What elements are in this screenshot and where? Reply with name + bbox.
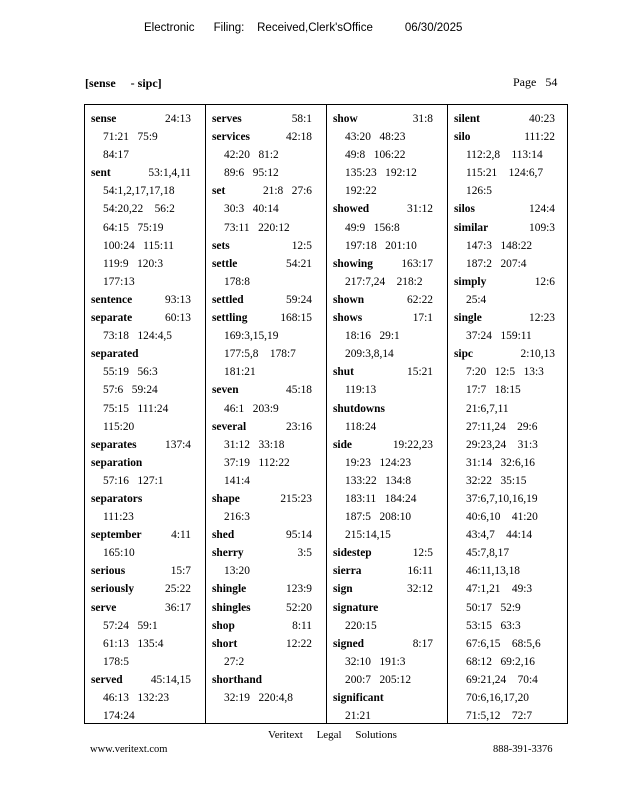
index-refs-continuation: 21:21: [345, 710, 371, 723]
index-term: side: [333, 438, 352, 451]
index-page-refs: 93:13: [165, 293, 191, 306]
index-page-refs: 111:22: [524, 131, 555, 144]
index-term: several: [212, 420, 247, 433]
index-entry: [454, 110, 569, 128]
index-term: separated: [91, 348, 139, 361]
index-refs-continuation: 71:21 75:9: [103, 131, 158, 144]
index-page-refs: 15:21: [407, 366, 433, 379]
index-term: served: [91, 673, 123, 686]
index-term: shows: [333, 312, 363, 325]
index-refs-continuation: 177:13: [103, 275, 135, 288]
index-entry: [91, 436, 205, 454]
index-term: silent: [454, 113, 480, 125]
index-term: sidestep: [333, 547, 372, 560]
index-page-refs: 12:23: [529, 312, 555, 325]
index-entry: [212, 381, 326, 399]
index-page-refs: 32:12: [407, 583, 433, 596]
index-term: separators: [91, 492, 143, 505]
index-refs-continuation: 47:1,21 49:3: [466, 583, 533, 596]
index-refs-continuation: 174:24: [103, 710, 135, 723]
index-refs-continuation: 55:19 56:3: [103, 366, 158, 379]
index-term: shingle: [212, 583, 247, 596]
index-refs-continuation: 49:8 106:22: [345, 149, 406, 162]
index-page-refs: 45:14,15: [150, 673, 191, 686]
index-term: settle: [212, 257, 238, 270]
index-entry: [91, 291, 205, 309]
index-entry: [91, 110, 205, 128]
index-refs-continuation: 13:20: [224, 565, 250, 578]
electronic-filing-stamp: Electronic Filing: Received,Clerk'sOffice 06/30/2025: [144, 22, 463, 34]
index-refs-continuation: 57:6 59:24: [103, 384, 158, 397]
index-column: [85, 105, 206, 723]
index-refs-continuation: 220:15: [345, 619, 377, 632]
index-refs-continuation: 37:6,7,10,16,19: [466, 492, 538, 505]
index-page-refs: 8:11: [292, 619, 312, 632]
index-entry: [212, 182, 326, 200]
index-refs-continuation: 177:5,8 178:7: [224, 348, 296, 361]
index-page-refs: 58:1: [291, 113, 312, 125]
index-refs-continuation: 53:15 63:3: [466, 619, 521, 632]
index-refs-continuation: 187:5 208:10: [345, 511, 412, 524]
index-refs-continuation: 181:21: [224, 366, 256, 379]
index-entry: [91, 164, 205, 182]
index-page-refs: 3:5: [297, 547, 312, 560]
index-entry: [212, 599, 326, 617]
index-term: seriously: [91, 583, 135, 596]
index-term: shape: [212, 492, 240, 505]
index-refs-continuation: 187:2 207:4: [466, 257, 527, 270]
index-term: separation: [91, 456, 143, 469]
index-page-refs: 60:13: [165, 312, 191, 325]
index-term: separates: [91, 438, 137, 451]
footer-phone: 888-391-3376: [493, 744, 553, 755]
index-refs-continuation: 147:3 148:22: [466, 239, 533, 252]
index-term: settling: [212, 312, 248, 325]
index-refs-continuation: 46:13 132:23: [103, 692, 170, 704]
index-entry: [91, 454, 205, 472]
index-entry: [91, 345, 205, 363]
index-refs-continuation: 71:5,12 72:7: [466, 710, 533, 723]
index-page-refs: 36:17: [165, 601, 191, 614]
index-term: shingles: [212, 601, 251, 614]
index-entry: [212, 580, 326, 598]
index-refs-continuation: 64:15 75:19: [103, 221, 164, 234]
index-refs-continuation: 209:3,8,14: [345, 348, 394, 361]
footer-company-name: Veritext Legal Solutions: [268, 729, 397, 741]
index-refs-continuation: 27:11,24 29:6: [466, 420, 538, 433]
index-page-refs: 12:22: [286, 637, 312, 650]
index-page-refs: 19:22,23: [392, 438, 433, 451]
index-page-refs: 24:13: [165, 113, 191, 125]
index-term: shop: [212, 619, 235, 632]
index-refs-continuation: 21:6,7,11: [466, 402, 509, 415]
index-term: similar: [454, 221, 489, 234]
index-page-refs: 215:23: [280, 492, 312, 505]
index-term: settled: [212, 293, 244, 306]
index-entry: [91, 671, 205, 689]
index-refs-continuation: 7:20 12:5 13:3: [466, 366, 544, 379]
index-term: shown: [333, 293, 365, 306]
index-refs-continuation: 73:11 220:12: [224, 221, 290, 234]
index-refs-continuation: 37:19 112:22: [224, 456, 290, 469]
index-term: serious: [91, 565, 126, 578]
index-page-refs: 2:10,13: [520, 348, 555, 361]
index-refs-continuation: 32:10 191:3: [345, 655, 406, 668]
index-refs-continuation: 133:22 134:8: [345, 474, 412, 487]
index-refs-continuation: 31:14 32:6,16: [466, 456, 535, 469]
index-refs-continuation: 19:23 124:23: [345, 456, 412, 469]
index-page-refs: 59:24: [286, 293, 312, 306]
index-page-refs: 17:1: [412, 312, 433, 325]
index-refs-continuation: 27:2: [224, 655, 245, 668]
index-refs-continuation: 68:12 69:2,16: [466, 655, 535, 668]
index-term: seven: [212, 384, 239, 397]
page-number: Page 54: [513, 75, 558, 89]
index-page-refs: 4:11: [171, 529, 191, 542]
index-page-refs: 15:7: [170, 565, 191, 578]
index-entry: [454, 200, 569, 218]
index-page-refs: 12:6: [534, 275, 555, 288]
index-term: showing: [333, 257, 373, 270]
index-page-refs: 52:20: [286, 601, 312, 614]
index-refs-continuation: 69:21,24 70:4: [466, 673, 538, 686]
index-refs-continuation: 42:20 81:2: [224, 149, 279, 162]
index-term: sipc: [454, 348, 473, 361]
word-index-table: [84, 104, 568, 724]
index-entry: [212, 255, 326, 273]
index-refs-continuation: 49:9 156:8: [345, 221, 400, 234]
index-refs-continuation: 183:11 184:24: [345, 492, 417, 505]
index-entry: [333, 599, 447, 617]
index-page-refs: 12:5: [291, 239, 312, 252]
index-entry: [212, 671, 326, 689]
index-entry: [91, 599, 205, 617]
index-refs-continuation: 84:17: [103, 149, 129, 162]
index-term: significant: [333, 692, 384, 704]
index-term: sense: [91, 113, 117, 125]
index-term: sierra: [333, 565, 362, 578]
index-entry: [212, 635, 326, 653]
index-entry: [212, 309, 326, 327]
index-entry: [333, 436, 447, 454]
index-entry: [454, 273, 569, 291]
index-refs-continuation: 30:3 40:14: [224, 203, 279, 216]
index-term: shed: [212, 529, 235, 542]
index-refs-continuation: 135:23 192:12: [345, 167, 417, 180]
index-page-refs: 42:18: [286, 131, 312, 144]
index-entry: [212, 490, 326, 508]
index-entry: [333, 544, 447, 562]
index-page-refs: 40:23: [529, 113, 555, 125]
index-entry: [454, 309, 569, 327]
index-page-refs: 31:8: [412, 113, 433, 125]
index-entry: [454, 345, 569, 363]
index-refs-continuation: 54:20,22 56:2: [103, 203, 175, 216]
index-entry: [333, 363, 447, 381]
index-refs-continuation: 67:6,15 68:5,6: [466, 637, 541, 650]
index-term: show: [333, 113, 358, 125]
index-term: september: [91, 529, 142, 542]
index-entry: [212, 110, 326, 128]
index-page-refs: 163:17: [401, 257, 433, 270]
index-refs-continuation: 141:4: [224, 474, 250, 487]
index-refs-continuation: 75:15 111:24: [103, 402, 169, 415]
index-term: shut: [333, 366, 354, 379]
index-refs-continuation: 119:13: [345, 384, 377, 397]
index-term: set: [212, 185, 226, 198]
index-term: signed: [333, 637, 365, 650]
index-column: [448, 105, 569, 723]
index-page-refs: 25:22: [165, 583, 191, 596]
index-entry: [333, 291, 447, 309]
index-term: signature: [333, 601, 379, 614]
index-refs-continuation: 73:18 124:4,5: [103, 330, 172, 343]
index-entry: [333, 689, 447, 707]
index-refs-continuation: 165:10: [103, 547, 135, 560]
index-term: short: [212, 637, 238, 650]
index-page-refs: 45:18: [286, 384, 312, 397]
index-entry: [91, 562, 205, 580]
index-entry: [212, 291, 326, 309]
index-page-refs: 21:8 27:6: [262, 185, 312, 198]
index-refs-continuation: 215:14,15: [345, 529, 391, 542]
index-entry: [333, 110, 447, 128]
index-term: serve: [91, 601, 117, 614]
index-term: separate: [91, 312, 133, 325]
index-refs-continuation: 29:23,24 31:3: [466, 438, 538, 451]
index-refs-continuation: 32:19 220:4,8: [224, 692, 293, 704]
index-page-refs: 123:9: [286, 583, 312, 596]
index-refs-continuation: 192:22: [345, 185, 377, 198]
index-page-refs: 23:16: [286, 420, 312, 433]
index-refs-continuation: 25:4: [466, 293, 487, 306]
index-refs-continuation: 31:12 33:18: [224, 438, 285, 451]
index-refs-continuation: 100:24 115:11: [103, 239, 174, 252]
index-refs-continuation: 40:6,10 41:20: [466, 511, 538, 524]
index-entry: [454, 128, 569, 146]
index-refs-continuation: 216:3: [224, 511, 250, 524]
index-term: single: [454, 312, 482, 325]
index-entry: [212, 617, 326, 635]
index-column: [327, 105, 448, 723]
index-refs-continuation: 89:6 95:12: [224, 167, 279, 180]
index-refs-continuation: 197:18 201:10: [345, 239, 417, 252]
index-term: sets: [212, 239, 230, 252]
index-term: silos: [454, 203, 475, 216]
index-entry: [333, 200, 447, 218]
index-refs-continuation: 111:23: [103, 511, 134, 524]
index-entry: [91, 526, 205, 544]
index-range-label: [sense - sipc]: [85, 76, 162, 90]
index-page-refs: 12:5: [412, 547, 433, 560]
index-term: sign: [333, 583, 353, 596]
index-entry: [91, 580, 205, 598]
index-refs-continuation: 43:4,7 44:14: [466, 529, 533, 542]
index-entry: [333, 255, 447, 273]
index-page-refs: 137:4: [165, 438, 191, 451]
index-refs-continuation: 50:17 52:9: [466, 601, 521, 614]
index-refs-continuation: 126:5: [466, 185, 492, 198]
index-entry: [454, 219, 569, 237]
index-entry: [333, 400, 447, 418]
index-term: serves: [212, 113, 242, 125]
index-entry: [333, 580, 447, 598]
index-page-refs: 62:22: [407, 293, 433, 306]
index-refs-continuation: 32:22 35:15: [466, 474, 527, 487]
index-entry: [91, 490, 205, 508]
index-refs-continuation: 57:24 59:1: [103, 619, 158, 632]
index-entry: [333, 309, 447, 327]
index-page-refs: 31:12: [407, 203, 433, 216]
index-entry: [212, 544, 326, 562]
index-term: sent: [91, 167, 111, 180]
index-term: services: [212, 131, 250, 144]
index-term: simply: [454, 275, 487, 288]
index-refs-continuation: 45:7,8,17: [466, 547, 510, 560]
index-term: sherry: [212, 547, 244, 560]
index-page-refs: 54:21: [286, 257, 312, 270]
index-refs-continuation: 18:16 29:1: [345, 330, 400, 343]
index-page-refs: 168:15: [280, 312, 312, 325]
index-refs-continuation: 217:7,24 218:2: [345, 275, 423, 288]
index-entry: [91, 309, 205, 327]
index-refs-continuation: 70:6,16,17,20: [466, 692, 529, 704]
index-refs-continuation: 118:24: [345, 420, 377, 433]
index-refs-continuation: 119:9 120:3: [103, 257, 164, 270]
index-refs-continuation: 169:3,15,19: [224, 330, 279, 343]
index-term: silo: [454, 131, 471, 144]
index-entry: [212, 237, 326, 255]
index-refs-continuation: 46:1 203:9: [224, 402, 279, 415]
index-entry: [212, 128, 326, 146]
index-refs-continuation: 43:20 48:23: [345, 131, 406, 144]
index-page-refs: 16:11: [407, 565, 433, 578]
index-refs-continuation: 46:11,13,18: [466, 565, 520, 578]
index-refs-continuation: 112:2,8 113:14: [466, 149, 543, 162]
index-refs-continuation: 178:8: [224, 275, 250, 288]
index-refs-continuation: 115:21 124:6,7: [466, 167, 544, 180]
footer-website: www.veritext.com: [90, 744, 168, 755]
index-refs-continuation: 37:24 159:11: [466, 330, 532, 343]
index-refs-continuation: 61:13 135:4: [103, 637, 164, 650]
index-page-refs: 8:17: [412, 637, 433, 650]
index-refs-continuation: 115:20: [103, 420, 135, 433]
index-page-refs: 95:14: [286, 529, 312, 542]
index-entry: [212, 526, 326, 544]
index-refs-continuation: 57:16 127:1: [103, 474, 164, 487]
index-page-refs: 124:4: [529, 203, 555, 216]
index-term: showed: [333, 203, 370, 216]
index-term: shutdowns: [333, 402, 385, 415]
index-page-refs: 109:3: [529, 221, 555, 234]
index-entry: [333, 562, 447, 580]
index-refs-continuation: 178:5: [103, 655, 129, 668]
index-term: shorthand: [212, 673, 263, 686]
index-refs-continuation: 17:7 18:15: [466, 384, 521, 397]
index-refs-continuation: 200:7 205:12: [345, 673, 412, 686]
index-term: sentence: [91, 293, 133, 306]
index-entry: [333, 635, 447, 653]
index-refs-continuation: 54:1,2,17,17,18: [103, 185, 175, 198]
index-entry: [212, 418, 326, 436]
index-column: [206, 105, 327, 723]
index-page-refs: 53:1,4,11: [148, 167, 191, 180]
